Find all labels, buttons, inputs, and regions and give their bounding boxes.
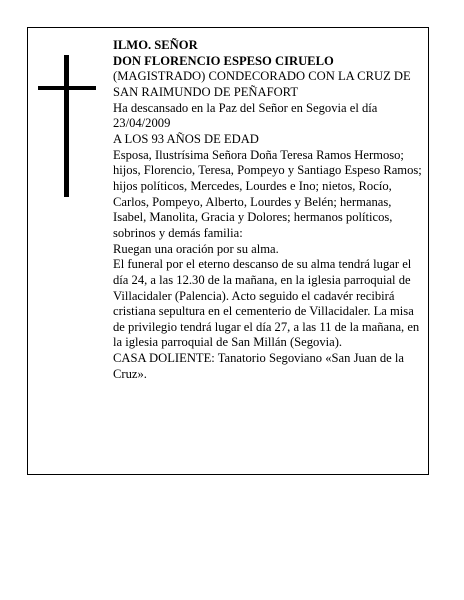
- death-statement: Ha descansado en la Paz del Señor en Segovia el día 23/04/2009: [113, 100, 378, 131]
- funeral-details: El funeral por el eterno descanso de su alma tendrá lugar el día 24, a las 12.30 de la mañana, en la iglesia parroquial de Villacidaler (Palencia). Acto seguido el cadavér recibirá cristiana sepultura en el cementerio de Villacidaler. La misa de privilegio tendrá lugar el día 27, a las 11 de la mañana, en la iglesia parroquial de San Millán (Segovia).: [113, 257, 420, 350]
- family-list: Esposa, Ilustrísima Señora Doña Teresa Ramos Hermoso; hijos, Florencio, Teresa, Pompeyo y Santiago Espeso Ramos; hijos políticos, Mercedes, Lourdes e Ino; nietos, Rocío, Carlos, Pompeyo, Alberto, Lourdes y Belén; hermanas, Isabel, Manolita, Gracia y Dolores; hermanos políticos, sobrinos y demás familia:: [113, 147, 422, 240]
- cross-horizontal-bar: [38, 86, 96, 90]
- cross-vertical-bar: [64, 55, 69, 197]
- cross-icon: [38, 55, 96, 197]
- obituary-text: [113, 38, 425, 382]
- honorific: ILMO. SEÑOR: [113, 38, 198, 52]
- deceased-title: (MAGISTRADO) CONDECORADO CON LA CRUZ DE SAN RAIMUNDO DE PEÑAFORT: [113, 69, 411, 99]
- age-at-death: A LOS 93 AÑOS DE EDAD: [113, 131, 259, 146]
- prayer-request: Ruegan una oración por su alma.: [113, 241, 279, 256]
- house-of-mourning: CASA DOLIENTE: Tanatorio Segoviano «San Juan de la Cruz».: [113, 351, 404, 381]
- deceased-name: DON FLORENCIO ESPESO CIRUELO: [113, 53, 334, 68]
